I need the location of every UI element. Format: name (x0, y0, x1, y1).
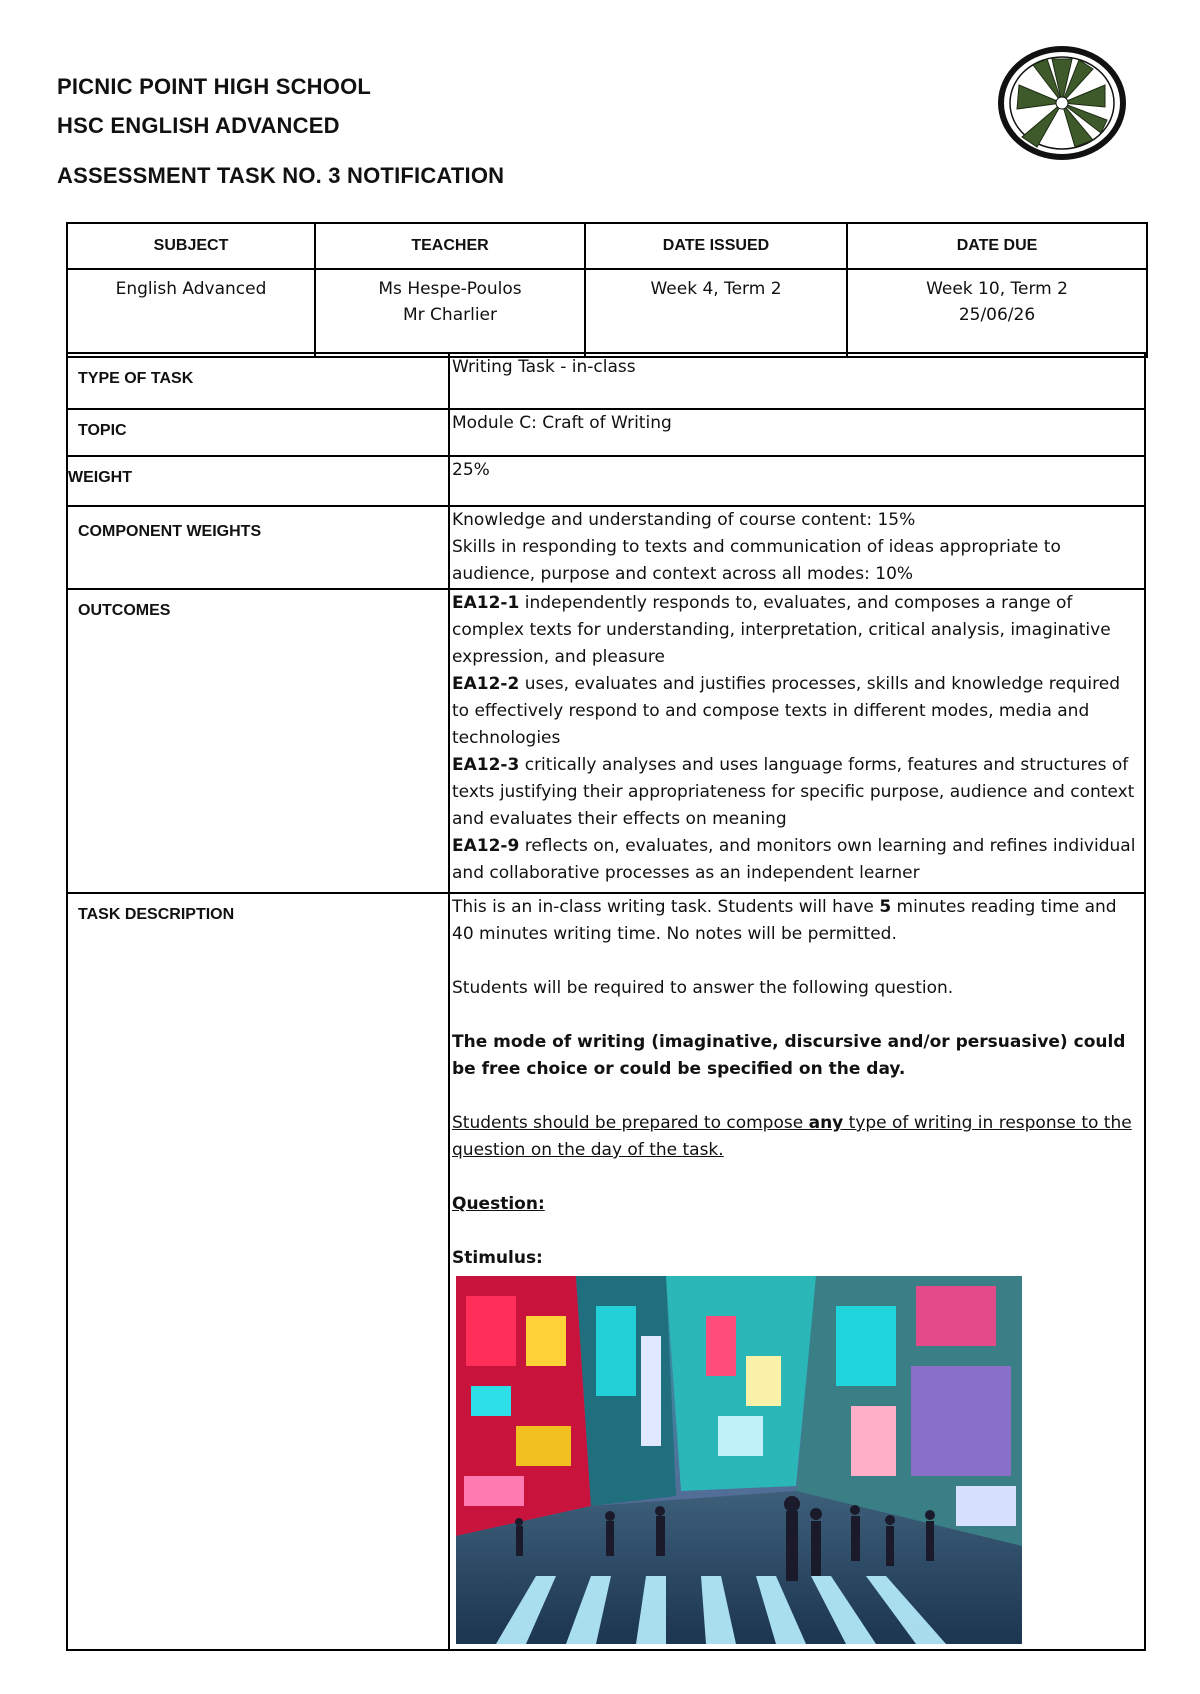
info-values-row (67, 269, 1147, 357)
timing-text: This is an in-class writing task. Students will have (452, 897, 880, 917)
prepare-text: Students should be prepared to compose (452, 1113, 809, 1133)
notification-title: ASSESSMENT TASK NO. 3 NOTIFICATION (57, 163, 505, 188)
reading-minutes: 5 (879, 897, 892, 917)
component-label-text: COMPONENT WEIGHTS (78, 523, 262, 540)
prepare-text-rest: type of writing in response to the question on the day of the task. (452, 1113, 1132, 1160)
course-name: HSC ENGLISH ADVANCED (57, 113, 340, 138)
weight-value: 25% (449, 456, 1145, 506)
topic-row (67, 409, 1145, 456)
task-description-label (67, 893, 449, 1650)
spacer (452, 1083, 1140, 1110)
outcome-code: EA12-2 (452, 674, 520, 694)
outcomes-row (67, 589, 1145, 893)
prepare-emphasis: any (808, 1113, 844, 1133)
outcome-text: independently responds to, evaluates, and composes a range of complex texts for understanding, interpretation, critical analysis, imaginative expression, and pleasure (452, 593, 1111, 667)
task-details-table (66, 352, 1146, 1651)
task-paragraph-mode: The mode of writing (imaginative, discursive and/or persuasive) could be free choice or could be specified on the day. (452, 1032, 1126, 1079)
subject-value: English Advanced (67, 269, 315, 357)
teacher-name: Ms Hespe-Poulos (378, 279, 522, 299)
type-row (67, 353, 1145, 409)
outcome-text: critically analyses and uses language forms, features and structures of texts justifying their appropriateness for specific purpose, audience and context and evaluates their effects on meaning (452, 755, 1135, 829)
component-line: Knowledge and understanding of course content: 15% (452, 510, 916, 530)
outcome-code: EA12-1 (452, 593, 520, 613)
task-paragraph-prepare (452, 1110, 1140, 1164)
school-name: PICNIC POINT HIGH SCHOOL (57, 74, 372, 99)
outcome-code: EA12-3 (452, 755, 520, 775)
component-label (67, 506, 449, 589)
task-description-row (67, 893, 1145, 1650)
school-emblem-icon (997, 45, 1127, 161)
stimulus-label: Stimulus: (452, 1248, 543, 1268)
type-value: Writing Task - in-class (449, 353, 1145, 409)
teacher-value (315, 269, 585, 357)
info-header-row (67, 223, 1147, 269)
outcome-code: EA12-9 (452, 836, 520, 856)
weight-label-text: WEIGHT (68, 469, 132, 486)
subject-header: SUBJECT (67, 223, 315, 269)
due-week: Week 10, Term 2 (926, 279, 1068, 299)
component-line: Skills in responding to texts and communication of ideas appropriate to audience, purpose and context across all modes: 10% (452, 537, 1061, 584)
date-issued-value: Week 4, Term 2 (585, 269, 847, 357)
outcomes-value (449, 589, 1145, 893)
question-label: Question: (452, 1194, 545, 1214)
outcomes-label-text: OUTCOMES (78, 602, 171, 619)
due-date: 25/06/26 (958, 305, 1036, 325)
weight-row (67, 456, 1145, 506)
topic-value: Module C: Craft of Writing (449, 409, 1145, 456)
outcome-item (452, 752, 1140, 833)
timing-text-rest: minutes reading time and 40 minutes writing time. No notes will be permitted. (452, 897, 1117, 944)
outcome-text: uses, evaluates and justifies processes, skills and knowledge required to effectively respond to and compose texts in different modes, media and technologies (452, 674, 1121, 748)
city-street-photo-icon (456, 1276, 1022, 1644)
outcomes-label (67, 589, 449, 893)
spacer (452, 948, 1140, 975)
type-label-text: TYPE OF TASK (78, 370, 194, 387)
spacer (452, 1164, 1140, 1191)
type-label (67, 353, 449, 409)
component-value (449, 506, 1145, 589)
outcome-item (452, 833, 1140, 887)
topic-label-text: TOPIC (78, 422, 127, 439)
task-description-value (449, 893, 1145, 1650)
spacer (452, 1002, 1140, 1029)
spacer (452, 1218, 1140, 1245)
date-due-value (847, 269, 1147, 357)
outcome-item (452, 590, 1140, 671)
teacher-name: Mr Charlier (402, 305, 497, 325)
teacher-header: TEACHER (315, 223, 585, 269)
component-row (67, 506, 1145, 589)
date-issued-header: DATE ISSUED (585, 223, 847, 269)
weight-label (67, 456, 449, 506)
outcome-text: reflects on, evaluates, and monitors own learning and refines individual and collaborative processes as an independent learner (452, 836, 1136, 883)
outcome-item (452, 671, 1140, 752)
task-paragraph-instruction: Students will be required to answer the following question. (452, 978, 954, 998)
task-paragraph-timing (452, 894, 1140, 948)
topic-label (67, 409, 449, 456)
date-due-header: DATE DUE (847, 223, 1147, 269)
task-info-table (66, 222, 1148, 358)
task-description-label-text: TASK DESCRIPTION (78, 906, 235, 923)
